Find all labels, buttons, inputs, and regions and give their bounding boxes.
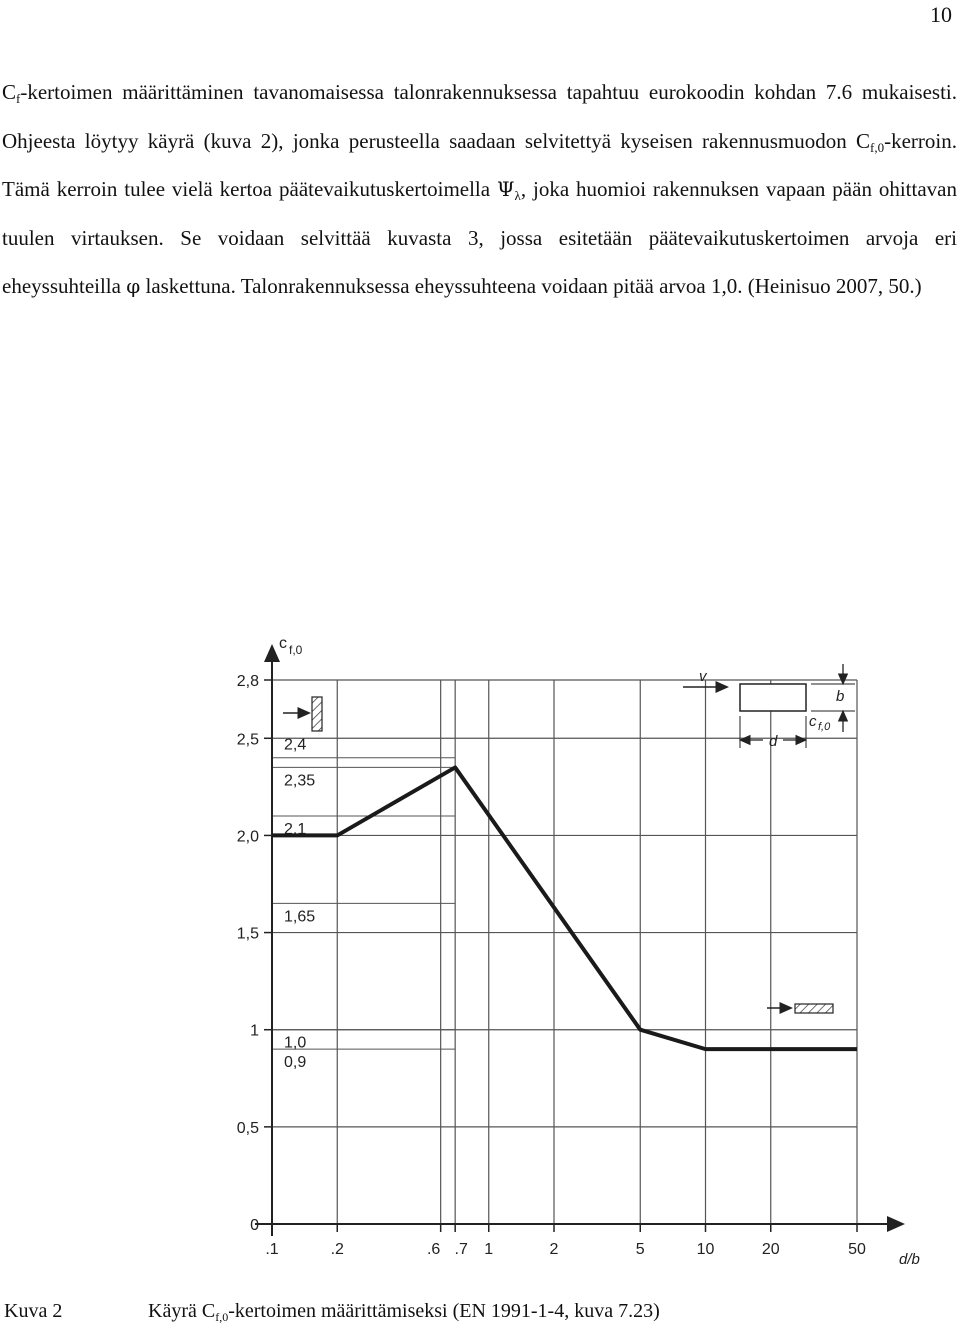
text-run: , joka huomioi rakennuksen vapaan pään ohittavan tuulen virtauksen. Se voidaan selvittää kuvasta 3, jossa esitetään päätevaikutuskertoimen arvoja eri eheyssuhteilla: [2, 177, 957, 298]
value-annotation: 1,0: [284, 1034, 307, 1052]
hatched-section-icon: [312, 697, 322, 731]
subscript: λ: [514, 188, 521, 203]
hatched-square-section-symbol: [283, 697, 322, 731]
coef-label: c: [809, 713, 817, 730]
cf0-chart-figure: [215, 630, 920, 1270]
y-tick-label: 0: [250, 1217, 259, 1234]
depth-label: d: [769, 733, 778, 750]
building-section-rect: [740, 684, 806, 711]
y-tick-label: 0,5: [236, 1119, 259, 1137]
y-axis-label: c: [279, 635, 287, 652]
caption-text-a: Käyrä C: [148, 1300, 216, 1322]
x-tick-label: .6: [426, 1241, 441, 1258]
x-axis-label: d/b: [899, 1251, 920, 1268]
x-tick-label: 50: [848, 1241, 866, 1258]
text-run: C: [2, 80, 17, 104]
series-layer: [272, 767, 857, 1049]
text-run: -kerroin. Tämä kerroin tulee vielä kertoa päätevaikutuskertoimella: [2, 128, 957, 201]
value-annotations: [284, 737, 315, 1071]
value-annotation: 2,4: [284, 736, 307, 754]
x-tick-label: .1: [265, 1241, 279, 1258]
y-tick-label: 2,8: [236, 673, 259, 690]
cf0-chart: [215, 630, 920, 1270]
y-tick-label: 1,5: [236, 925, 259, 943]
caption-text: [148, 1300, 660, 1323]
tick-labels: [237, 673, 866, 1258]
x-tick-label: 10: [696, 1241, 715, 1258]
body-paragraph: [2, 68, 957, 311]
y-tick-label: 2,0: [236, 828, 259, 846]
series-line: [272, 767, 857, 1049]
value-annotation: 0,9: [284, 1054, 307, 1072]
text-run: laskettuna. Talonrakennuksessa eheyssuhteena voidaan pitää arvoa 1,0. (Heinisuo 2007, 50.): [140, 274, 922, 298]
y-axis-label-sub: f,0: [289, 643, 303, 657]
section-inset-diagram: [683, 664, 855, 750]
text-run: -kertoimen määrittäminen tavanomaisessa talonrakennuksessa tapahtuu eurokoodin kohdan 7.6 mukaisesti. Ohjeesta löytyy käyrä (kuva 2), jonka perusteella saadaan selvitettyä kyseisen rakennusmuodon C: [2, 80, 957, 153]
caption-text-b: -kertoimen määrittämiseksi (EN 1991-1-4, kuva 7.23): [228, 1300, 660, 1322]
coef-label-sub: f,0: [818, 721, 831, 733]
y-tick-label: 1: [250, 1022, 259, 1040]
x-tick-label: 1: [484, 1241, 494, 1258]
grid-lines: [272, 680, 857, 1224]
x-tick-label: .2: [330, 1241, 344, 1258]
caption-label: Kuva 2: [4, 1300, 63, 1322]
wind-label: v: [699, 668, 707, 685]
value-annotation: 1,65: [284, 908, 316, 926]
phi-symbol: φ: [126, 274, 141, 298]
x-tick-label: 5: [635, 1241, 645, 1258]
psi-symbol: Ψ: [496, 177, 515, 201]
x-tick-label: 2: [549, 1241, 559, 1258]
subscript: f: [16, 91, 21, 106]
value-annotation: 2,35: [284, 772, 316, 790]
subscript: f,0: [870, 139, 885, 155]
x-tick-label: 20: [761, 1241, 780, 1258]
hatched-section-icon: [795, 1004, 833, 1013]
y-tick-label: 2,5: [236, 731, 259, 749]
caption-subscript: f,0: [215, 1310, 229, 1324]
width-label: b: [836, 688, 845, 705]
page-number: 10: [930, 2, 952, 27]
hatched-long-section-symbol: [767, 1004, 833, 1013]
x-tick-label: .7: [454, 1241, 468, 1258]
value-annotation: 2,1: [284, 821, 307, 838]
